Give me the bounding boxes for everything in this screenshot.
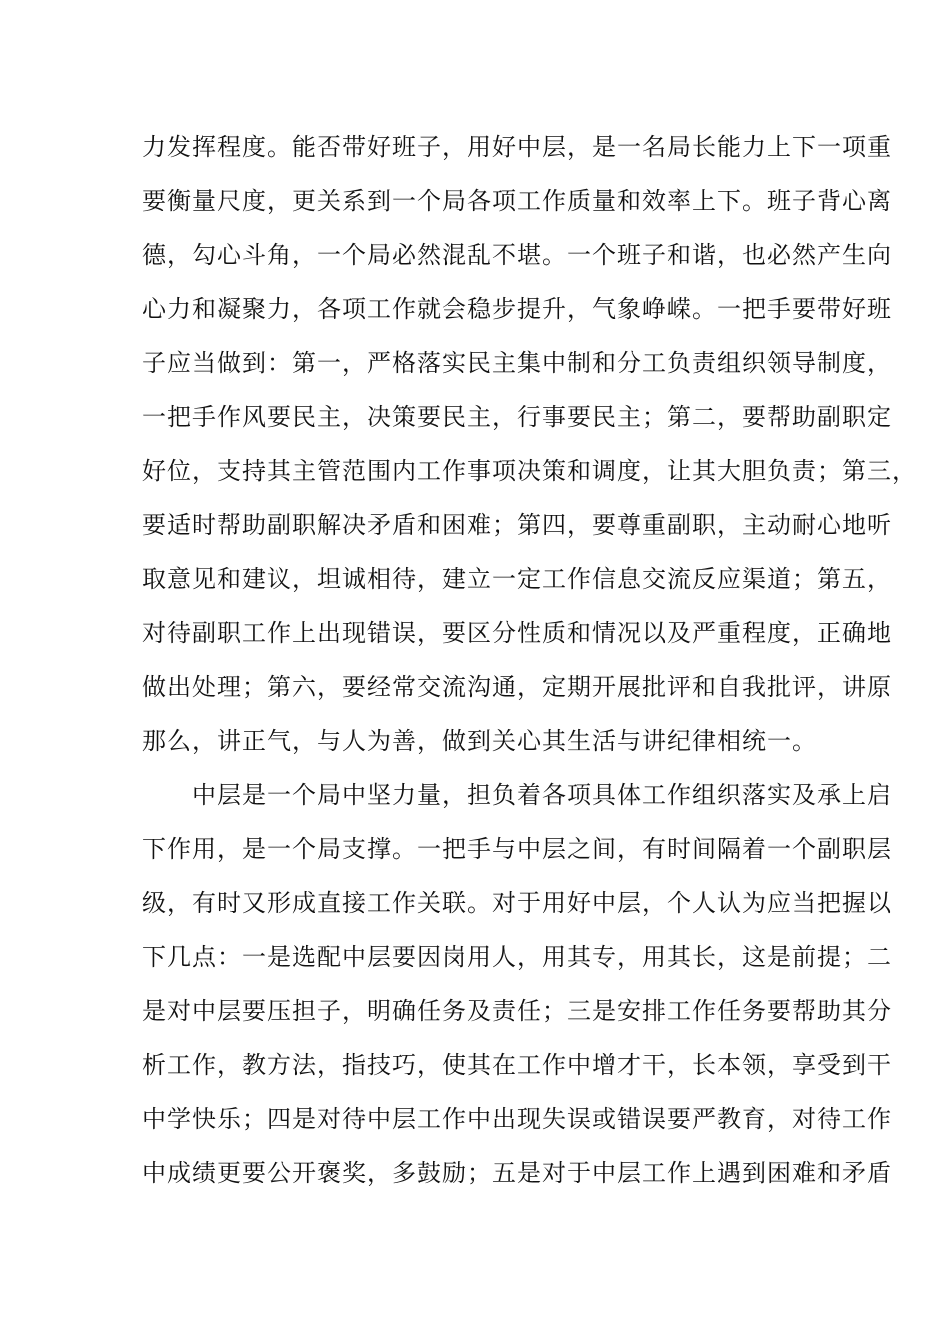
- text-line: 析工作，教方法，指技巧，使其在工作中增才干，长本领，享受到干: [142, 1051, 892, 1079]
- text-line: 子应当做到：第一，严格落实民主集中制和分工负责组织领导制度，: [142, 349, 892, 377]
- paragraph-2: [142, 768, 932, 1200]
- text-line: 要衡量尺度，更关系到一个局各项工作质量和效率上下。班子背心离: [142, 187, 892, 215]
- text-line: 对待副职工作上出现错误，要区分性质和情况以及严重程度，正确地: [142, 619, 892, 647]
- text-line: 中学快乐；四是对待中层工作中出现失误或错误要严教育，对待工作: [142, 1105, 892, 1133]
- text-line: 中成绩更要公开褒奖，多鼓励；五是对于中层工作上遇到困难和矛盾: [142, 1159, 892, 1187]
- text-line: 取意见和建议，坦诚相待，建立一定工作信息交流反应渠道；第五，: [142, 565, 892, 593]
- text-line: 下作用，是一个局支撑。一把手与中层之间，有时间隔着一个副职层: [142, 835, 892, 863]
- text-line: 级，有时又形成直接工作关联。对于用好中层，个人认为应当把握以: [142, 889, 892, 917]
- body-text: [142, 120, 932, 1200]
- text-line: 中层是一个局中坚力量，担负着各项具体工作组织落实及承上启: [192, 781, 892, 809]
- text-line: 下几点：一是选配中层要因岗用人，用其专，用其长，这是前提；二: [142, 943, 892, 971]
- text-line: 一把手作风要民主，决策要民主，行事要民主；第二，要帮助副职定: [142, 403, 892, 431]
- text-line: 好位，支持其主管范围内工作事项决策和调度，让其大胆负责；第三，: [142, 457, 917, 485]
- text-line: 做出处理；第六，要经常交流沟通，定期开展批评和自我批评，讲原: [142, 673, 892, 701]
- paragraph-1: [142, 120, 932, 768]
- text-line: 是对中层要压担子，明确任务及责任；三是安排工作任务要帮助其分: [142, 997, 892, 1025]
- text-line: 德，勾心斗角，一个局必然混乱不堪。一个班子和谐，也必然产生向: [142, 241, 892, 269]
- text-line: 心力和凝聚力，各项工作就会稳步提升，气象峥嵘。一把手要带好班: [142, 295, 892, 323]
- text-line: 要适时帮助副职解决矛盾和困难；第四，要尊重副职，主动耐心地听: [142, 511, 892, 539]
- text-line: 那么，讲正气，与人为善，做到关心其生活与讲纪律相统一。: [142, 727, 817, 755]
- text-line: 力发挥程度。能否带好班子，用好中层，是一名局长能力上下一项重: [142, 133, 892, 161]
